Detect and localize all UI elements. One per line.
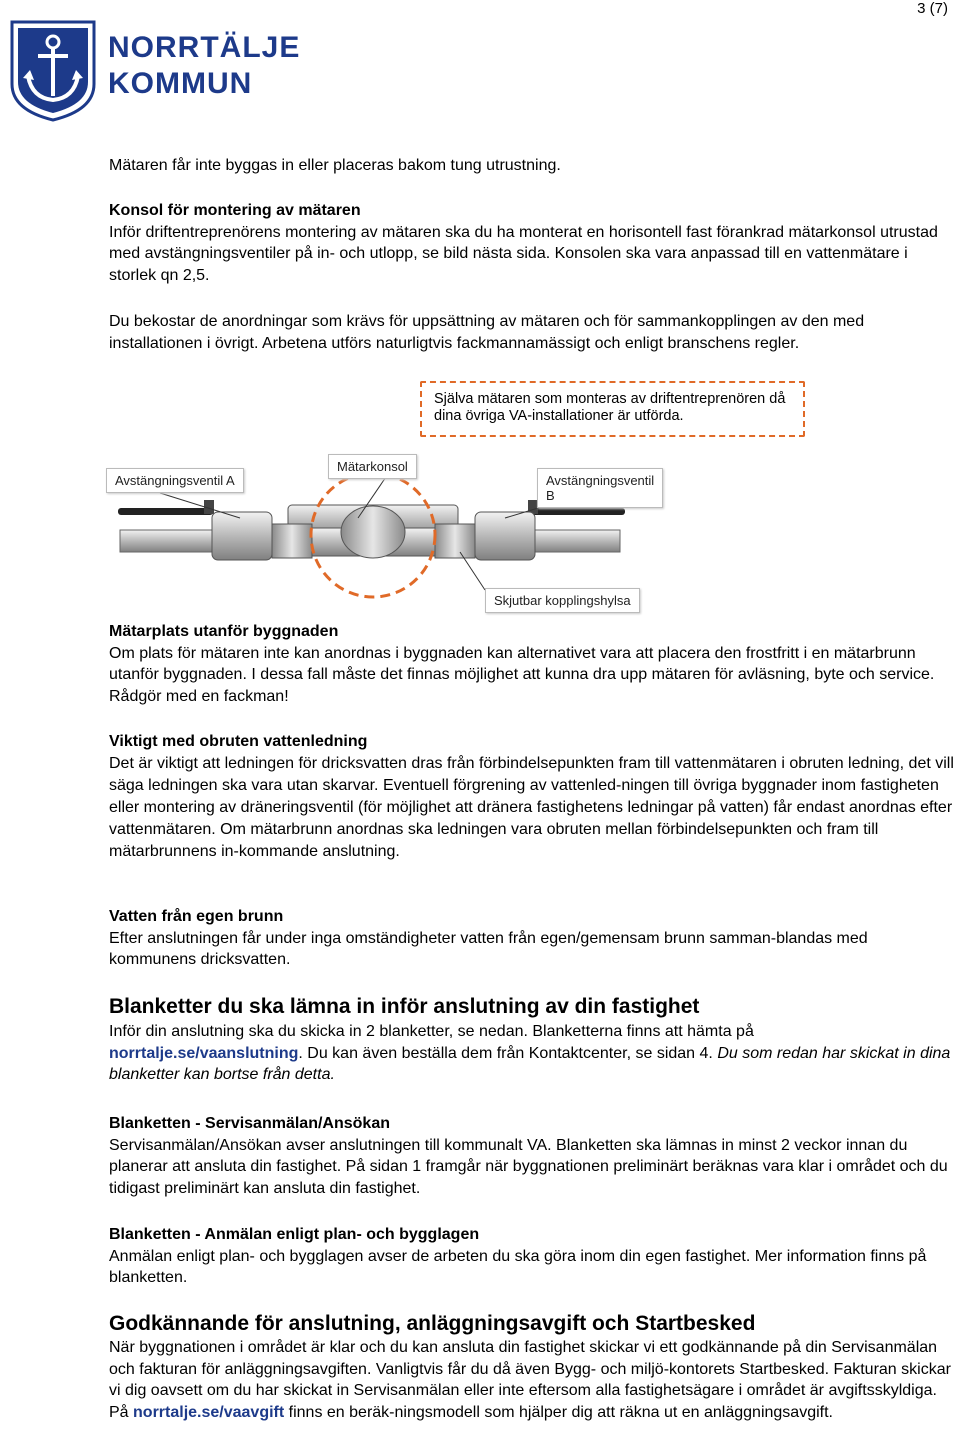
meter-diagram bbox=[100, 440, 660, 615]
heading-godkannande: Godkännande för anslutning, anläggningsavgift och Startbesked bbox=[109, 1312, 756, 1335]
link-vaavgift[interactable]: norrtalje.se/vaavgift bbox=[133, 1403, 285, 1421]
section-text: Inför driftentreprenörens montering av mätaren ska du ha monterat en horisontell fast förankrad mätarkonsol utrustad med avstängningsventiler på in- och utlopp, se bild nästa sida. Konsolen ska vara anpassad till en vattenmätare i storlek qn 2,5. bbox=[109, 223, 938, 284]
section-text: Om plats för mätaren inte kan anordnas i byggnaden kan alternativet vara att placera den frostfritt i en mätarbrunn utanför byggnaden. I dessa fall måste det finnas möjlighet att kunna dra upp mätaren för avläsning, byte och service. Rådgör med en fackman! bbox=[109, 644, 935, 705]
bekostar-paragraph: Du bekostar de anordningar som krävs för uppsättning av mätaren och för sammankopplingen av den med installationen i övrigt. Arbetena utförs naturligtvis fackmannamässigt och enligt branschens regler. bbox=[109, 313, 865, 352]
section-konsol bbox=[109, 200, 959, 286]
norrtalje-kommun-logo bbox=[8, 18, 308, 122]
section-text: Efter anslutningen får under inga omständigheter vatten från egen/gemensam brunn samman-blandas med kommunens dricksvatten. bbox=[109, 929, 868, 968]
label-sliding-coupling: Skjutbar kopplingshylsa bbox=[485, 588, 640, 613]
label-meter-bracket: Mätarkonsol bbox=[328, 454, 417, 479]
blanketter-paragraph: Inför din anslutning ska du skicka in 2 blanketter, se nedan. Blanketterna finns att hämta på norrtalje.se/vaanslutning. Du kan även beställa dem från Kontaktcenter, se sidan 4. Du som redan har skickat in dina blanketter kan bortse från detta. bbox=[109, 1023, 951, 1083]
section-heading: Mätarplats utanför byggnaden bbox=[109, 623, 339, 640]
label-valve-a: Avstängningsventil A bbox=[106, 468, 244, 493]
section-viktigt bbox=[109, 731, 959, 863]
section-heading: Blanketten - Anmälan enligt plan- och bygglagen bbox=[109, 1226, 480, 1243]
section-text: Anmälan enligt plan- och bygglagen avser de arbeten du ska göra inom din egen fastighet. Mer information finns på blanketten. bbox=[109, 1247, 927, 1286]
italic-note: Du som redan har skickat in dina blanketter kan bortse från detta. bbox=[109, 1044, 951, 1083]
godkannande-paragraph: När byggnationen i området är klar och du kan ansluta din fastighet skickar vi ett godkännande på din Servisanmälan och fakturan för anläggningsavgiften. Vanligtvis får du då även Bygg- och miljö-kontorets Startbesked. Fakturan skickar vi dig oavsett om du har skickat in Servisanmälan eller inte eftersom alla fastighetsägare i området är avgiftsskyldiga. På norrtalje.se/vaavgift finns en beräk-ningsmodell som hjälper dig att räkna ut en anläggningsavgift. bbox=[109, 1339, 951, 1421]
section-brunn bbox=[109, 906, 959, 971]
section-text: Servisanmälan/Ansökan avser anslutningen till kommunalt VA. Blanketten ska lämnas in minst 2 veckor innan du planerar att ansluta din fastighet. På sidan 1 framgår när byggnationen preliminärt beräknas vara klar i området och du tidigast preliminärt kan ansluta din fastighet. bbox=[109, 1136, 948, 1197]
section-heading: Blanketten - Servisanmälan/Ansökan bbox=[109, 1115, 390, 1132]
section-servisanmalan bbox=[109, 1113, 959, 1199]
anchor-shield-icon bbox=[8, 18, 98, 122]
intro-paragraph: Mätaren får inte byggas in eller placeras bakom tung utrustning. bbox=[109, 157, 561, 174]
heading-blanketter: Blanketter du ska lämna in inför anslutning av din fastighet bbox=[109, 995, 700, 1018]
section-heading: Konsol för montering av mätaren bbox=[109, 202, 361, 219]
section-matarplats bbox=[109, 621, 959, 707]
page-number: 3 (7) bbox=[917, 0, 948, 17]
section-text: Det är viktigt att ledningen för dricksvatten dras från förbindelsepunkten fram till vattenmätaren i obruten ledning, det vill säga ledningen ska vara utan skarvar. Eventuell förgrening av vattenled-ningen till övriga byggnader inom fastigheten eller montering av dräneringsventil (för möjlighet att dränera fastighetens ledningar på vatten) får endast anordnas efter vattenmätaren. Om mätarbrunn anordnas ska ledningen vara obruten mellan förbindelsepunkten och fram till mätarbrunnens in-kommande anslutning. bbox=[109, 755, 954, 860]
callout-box bbox=[420, 381, 805, 437]
link-vaanslutning[interactable]: norrtalje.se/vaanslutning bbox=[109, 1044, 299, 1062]
label-valve-b: Avstängningsventil B bbox=[537, 468, 663, 508]
section-heading: Viktigt med obruten vattenledning bbox=[109, 733, 368, 750]
section-anmalan bbox=[109, 1224, 959, 1289]
section-heading: Vatten från egen brunn bbox=[109, 908, 284, 925]
logo-wordmark: NORRTÄLJE KOMMUN bbox=[108, 31, 301, 100]
callout-text: Själva mätaren som monteras av driftentreprenören då dina övriga VA-installationer är utförda. bbox=[434, 391, 786, 424]
